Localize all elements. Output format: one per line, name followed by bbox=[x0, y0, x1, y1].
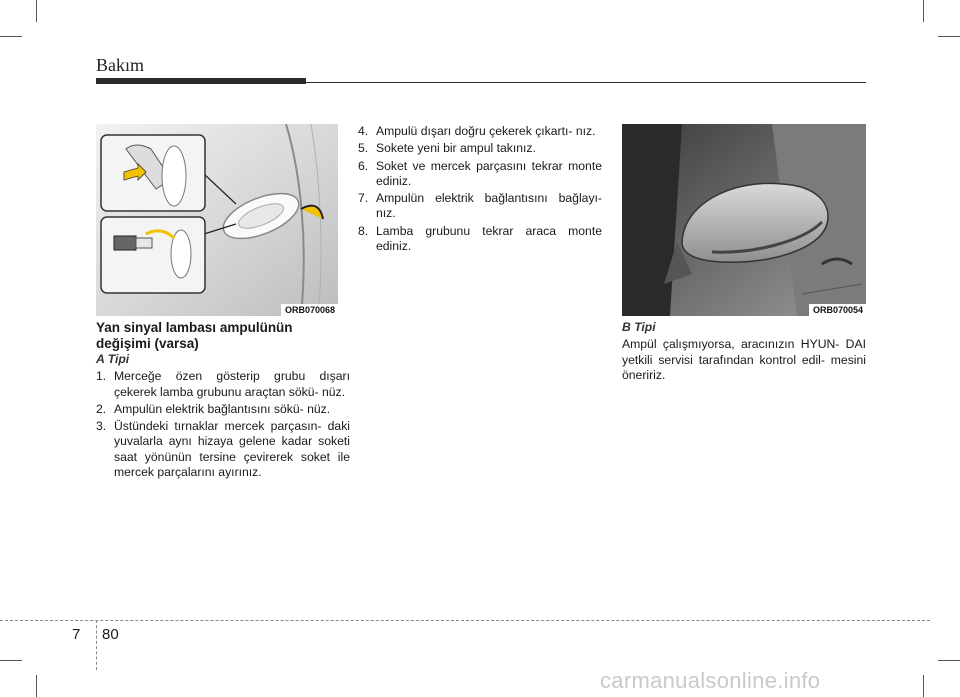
crop-mark bbox=[938, 36, 960, 37]
crop-mark bbox=[36, 675, 37, 697]
step-number: 5. bbox=[358, 141, 369, 156]
side-signal-lamp-illustration bbox=[96, 124, 338, 316]
step-text: Merceğe özen gösterip grubu dışarı çekerek lamba grubunu araçtan sökü- nüz. bbox=[114, 369, 350, 399]
figure-code-label: ORB070068 bbox=[281, 304, 338, 316]
crop-mark bbox=[0, 660, 22, 661]
watermark: carmanualsonline.info bbox=[600, 668, 821, 693]
middle-text-column bbox=[358, 124, 602, 256]
step-item bbox=[96, 369, 350, 400]
steps-list bbox=[96, 369, 350, 480]
step-text: Ampulün elektrik bağlantısını bağlayı- nız. bbox=[376, 191, 602, 221]
step-item bbox=[358, 224, 602, 255]
footer-vertical-divider bbox=[96, 620, 97, 670]
step-number: 2. bbox=[96, 401, 107, 416]
type-b-text: Ampül çalışmıyorsa, aracınızın HYUN- DAI yetkili servisi tarafından kontrol edil- mesini öneririz. bbox=[622, 337, 866, 382]
side-signal-lamp-figure bbox=[96, 124, 338, 316]
type-b-subhead: B Tipi bbox=[622, 320, 656, 334]
header-rule-thick bbox=[96, 78, 306, 84]
step-text: Ampulün elektrik bağlantısını sökü- nüz. bbox=[114, 401, 331, 416]
step-item bbox=[358, 159, 602, 190]
step-number: 1. bbox=[96, 369, 107, 384]
crop-mark bbox=[36, 0, 37, 22]
step-number: 8. bbox=[358, 223, 369, 238]
step-item bbox=[358, 124, 602, 139]
step-text: Soket ve mercek parçasını tekrar monte ediniz. bbox=[376, 158, 602, 188]
figure-code-label: ORB070054 bbox=[809, 304, 866, 316]
mirror-signal-lamp-figure bbox=[622, 124, 866, 316]
side-mirror-illustration bbox=[622, 124, 866, 316]
right-text-column bbox=[622, 320, 866, 383]
left-text-column bbox=[96, 320, 350, 482]
page-header-title: Bakım bbox=[96, 55, 144, 75]
crop-mark bbox=[938, 660, 960, 661]
step-number: 4. bbox=[358, 124, 369, 138]
section-title: Yan sinyal lambası ampulünün değişimi (varsa) bbox=[96, 320, 293, 351]
header-rule-thin bbox=[306, 82, 866, 83]
chapter-number: 7 bbox=[72, 626, 81, 643]
crop-mark bbox=[0, 36, 22, 37]
footer-divider bbox=[0, 620, 930, 621]
step-item bbox=[358, 141, 602, 156]
crop-mark bbox=[923, 0, 924, 22]
step-text: Üstündeki tırnaklar mercek parçasın- daki yuvalarla aynı hizaya gelene kadar soketi saat yönünün tersine çevirerek soket ile mercek parçalarını ayırınız. bbox=[114, 419, 350, 480]
step-text: Lamba grubunu tekrar araca monte ediniz. bbox=[376, 223, 602, 254]
step-item bbox=[358, 191, 602, 222]
step-number: 6. bbox=[358, 158, 369, 173]
type-a-subhead: A Tipi bbox=[96, 352, 130, 366]
page-number: 80 bbox=[102, 626, 119, 643]
steps-list bbox=[358, 124, 602, 254]
step-number: 7. bbox=[358, 191, 369, 206]
step-text: Ampulü dışarı doğru çekerek çıkartı- nız. bbox=[376, 124, 596, 138]
step-text: Sokete yeni bir ampul takınız. bbox=[376, 141, 536, 156]
step-item bbox=[96, 402, 350, 417]
step-number: 3. bbox=[96, 419, 107, 434]
step-item bbox=[96, 419, 350, 480]
crop-mark bbox=[923, 675, 924, 697]
